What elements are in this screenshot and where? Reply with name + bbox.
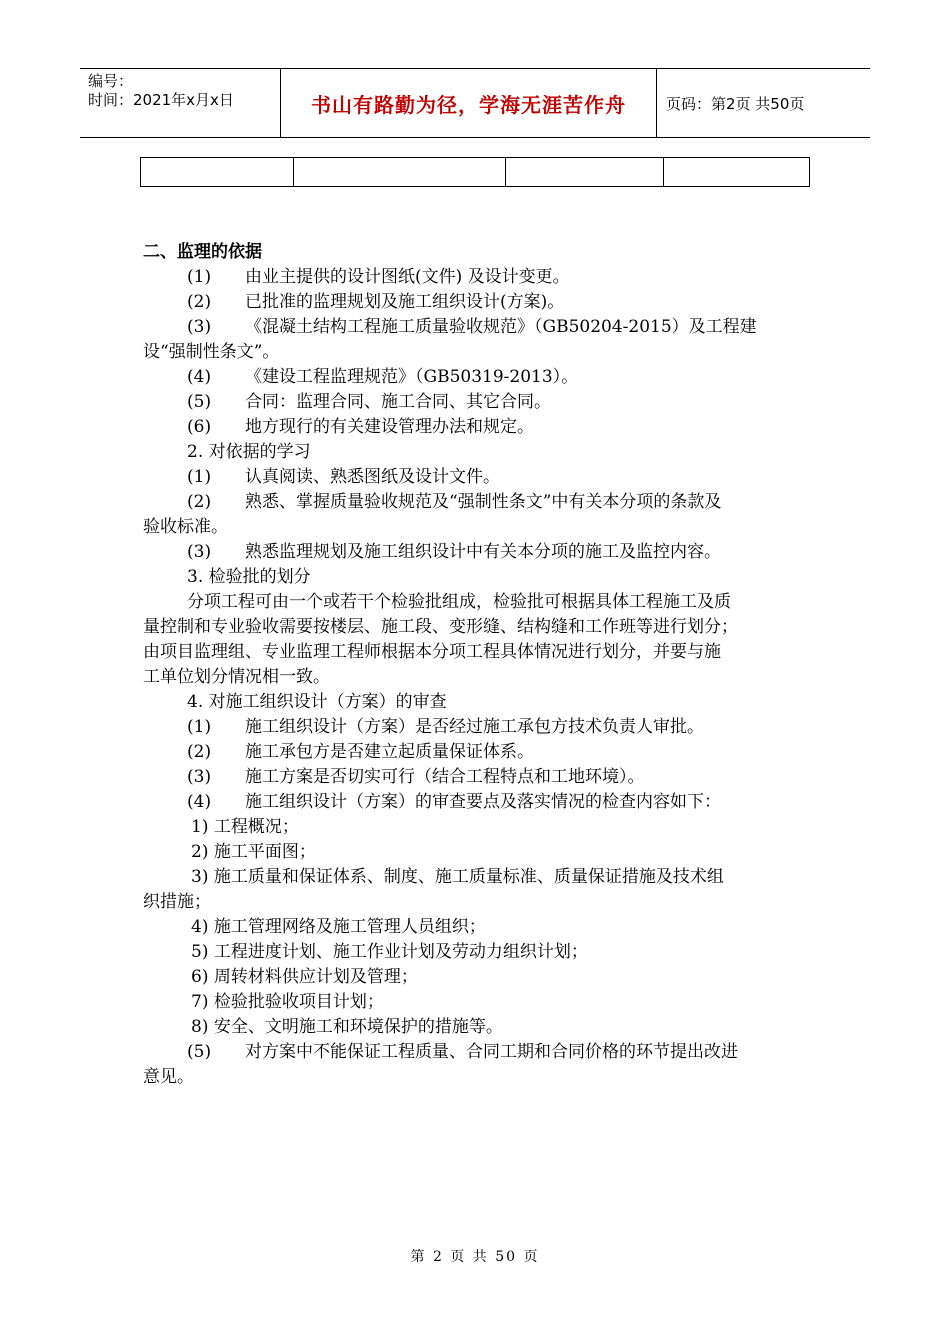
list-item: (4) 《建设工程监理规范》（GB50319-2013）。 [187, 367, 579, 387]
document-time: 时间：2021年x月x日 [88, 91, 234, 109]
paragraph-line: 工单位划分情况相一致。 [143, 667, 330, 687]
page-footer: 第 2 页 共 50 页 [410, 1249, 540, 1265]
table-divider [663, 158, 664, 186]
list-item: (1) 由业主提供的设计图纸(文件) 及设计变更。 [187, 267, 570, 287]
batch-paragraph [143, 590, 810, 690]
sub-list-item: 6) 周转材料供应计划及管理； [191, 967, 418, 987]
list-item: (2) 熟悉、掌握质量验收规范及“强制性条文”中有关本分项的条款及 [187, 492, 722, 512]
subsection-title: 3. 检验批的划分 [187, 567, 311, 587]
sub-list-item: 7) 检验批验收项目计划； [191, 992, 384, 1012]
review-sub-list [143, 815, 810, 1040]
header-motto-cell [280, 69, 657, 137]
page-header [80, 68, 870, 138]
header-page-cell [656, 69, 870, 137]
header-motto: 书山有路勤为径，学海无涯苦作舟 [311, 92, 626, 117]
sub-list-item: 4) 施工管理网络及施工管理人员组织； [191, 917, 486, 937]
empty-table-row [140, 157, 810, 187]
sub-list-item: 1) 工程概况； [191, 817, 299, 837]
list-item: (2) 已批准的监理规划及施工组织设计(方案)。 [187, 292, 565, 312]
list-item: (3) 熟悉监理规划及施工组织设计中有关本分项的施工及监控内容。 [187, 542, 721, 562]
study-list [143, 465, 810, 565]
header-meta [80, 69, 280, 137]
paragraph-line: 量控制和专业验收需要按楼层、施工段、变形缝、结构缝和工作班等进行划分； [143, 617, 738, 637]
list-item: (3) 施工方案是否切实可行（结合工程特点和工地环境）。 [187, 767, 645, 787]
list-item: (5) 合同：监理合同、施工合同、其它合同。 [187, 392, 551, 412]
list-item: (5) 对方案中不能保证工程质量、合同工期和合同价格的环节提出改进 [187, 1042, 738, 1062]
review-list [143, 715, 810, 815]
list-item-continuation: 验收标准。 [143, 517, 228, 537]
sub-list-item-continuation: 织措施； [143, 892, 211, 912]
list-item: (1) 认真阅读、熟悉图纸及设计文件。 [187, 467, 500, 487]
table-divider [293, 158, 294, 186]
document-body [143, 240, 810, 1090]
list-item: (2) 施工承包方是否建立起质量保证体系。 [187, 742, 534, 762]
table-divider [505, 158, 506, 186]
list-item: (1) 施工组织设计（方案）是否经过施工承包方技术负责人审批。 [187, 717, 704, 737]
sub-list-item: 8) 安全、文明施工和环境保护的措施等。 [191, 1017, 503, 1037]
basis-list [143, 265, 810, 440]
list-item: (4) 施工组织设计（方案）的审查要点及落实情况的检查内容如下： [187, 792, 721, 812]
section-title: 二、监理的依据 [143, 242, 262, 262]
list-item-continuation: 设“强制性条文”。 [143, 342, 280, 362]
sub-list-item: 5) 工程进度计划、施工作业计划及劳动力组织计划； [191, 942, 588, 962]
header-page-info: 页码：第2页 共50页 [666, 94, 805, 113]
subsection-title: 2. 对依据的学习 [187, 442, 311, 462]
paragraph-line: 由项目监理组、专业监理工程师根据本分项工程具体情况进行划分，并要与施 [143, 642, 721, 662]
sub-list-item: 3) 施工质量和保证体系、制度、施工质量标准、质量保证措施及技术组 [191, 867, 724, 887]
list-item: (3) 《混凝土结构工程施工质量验收规范》（GB50204-2015）及工程建 [187, 317, 757, 337]
list-item-continuation: 意见。 [143, 1067, 194, 1087]
paragraph-line: 分项工程可由一个或若干个检验批组成，检验批可根据具体工程施工及质 [187, 592, 731, 612]
document-number-label: 编号： [88, 72, 134, 90]
sub-list-item: 2) 施工平面图； [191, 842, 316, 862]
subsection-title: 4. 对施工组织设计（方案）的审查 [187, 692, 447, 712]
list-item: (6) 地方现行的有关建设管理办法和规定。 [187, 417, 534, 437]
